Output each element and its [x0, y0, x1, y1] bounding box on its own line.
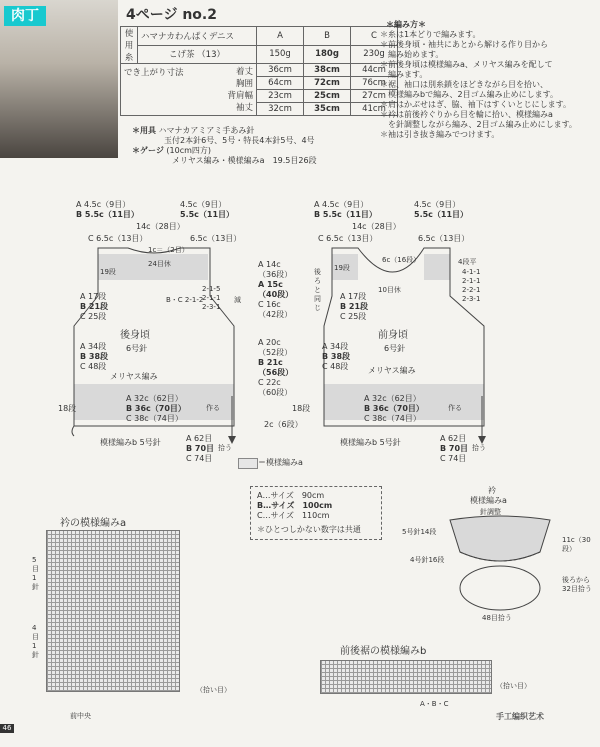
size-b: B…サイズ 100cm — [257, 501, 333, 510]
col-b: B — [304, 27, 351, 46]
mid-br-b: （56段） — [258, 368, 294, 377]
collar-adj: 針調整 — [480, 508, 501, 516]
collar-chart-pick: （拾い目） — [196, 686, 231, 694]
front-top-a: A 4.5c（9目） — [314, 200, 369, 209]
mid-b-a: A 20c — [258, 338, 281, 347]
cell: 41cm — [351, 103, 398, 116]
collar-pattern: 模様編みa — [470, 496, 507, 505]
gauge-unit: (10cm四方) — [166, 146, 212, 155]
front-pick: 拾う — [472, 444, 486, 452]
front-pick-b: B 70目 — [440, 444, 469, 453]
front-top-c: C 6.5c（13目） — [318, 234, 378, 243]
back-left-b: B 21段 — [80, 302, 109, 311]
instruction-line: 編みます。 — [380, 70, 428, 79]
legend-swatch — [238, 458, 258, 469]
row-name: 着丈 — [235, 66, 253, 77]
back-rows18: 18段 — [58, 404, 77, 413]
row-name: 胸囲 — [235, 78, 253, 89]
front-neck-r-c: 6.5c（13目） — [418, 234, 470, 243]
cell: 36cm — [257, 64, 304, 77]
front-rows4: 4段平 — [458, 258, 477, 266]
back-neck-r-a: 4.5c（9目） — [180, 200, 227, 209]
page-number: 46 — [0, 724, 14, 733]
back-rows24: 24目休 — [148, 260, 171, 268]
hem-chart-ab: A・B・C — [420, 700, 449, 708]
cell: 32cm — [257, 103, 304, 116]
spec-table — [120, 26, 398, 116]
collar-chart-left1: 5目1針 — [32, 556, 39, 591]
back-title: 後身頃 — [120, 330, 150, 341]
collar-h: 11c（30段） — [562, 536, 591, 553]
brand-watermark: 手工编织艺术 — [496, 712, 544, 721]
front-pick-a: A 62目 — [440, 434, 467, 443]
instruction-line: 模様編みbで編み、2目ゴム編み止めにします。 — [380, 90, 559, 99]
front-neck-c: 6c（16段） — [382, 256, 421, 264]
row-name: 袖丈 — [235, 102, 253, 113]
page-ref: 4ページ no.2 — [126, 7, 217, 23]
front-bot-a: A 32c（62目） — [364, 394, 421, 403]
instructions-title: ＊編み方＊ — [386, 20, 426, 29]
back-top-a: A 4.5c（9目） — [76, 200, 131, 209]
gauge-label: ＊ゲージ — [132, 146, 164, 155]
tools-line1: ハマナカアミアミ手あみ針 — [158, 126, 255, 135]
collar-pick: 48目拾う — [482, 614, 512, 622]
back-bot-c: C 38c（74目） — [126, 414, 183, 423]
back-pattern-b: 模様編みb 5号針 — [100, 438, 161, 447]
back-neck-r-c: 6.5c（13目） — [190, 234, 242, 243]
back-top-c: C 6.5c（13目） — [88, 234, 148, 243]
yarn-a: 150g — [257, 45, 304, 64]
mid-a3: C 16c — [258, 300, 281, 309]
size-c: C…サイズ 110cm — [257, 511, 330, 520]
cell: 25cm — [304, 90, 351, 103]
mid-r3: （42段） — [258, 310, 293, 319]
front-left-c: C 25段 — [340, 312, 367, 321]
collar-diagram — [440, 512, 560, 622]
back-left-c: C 25段 — [80, 312, 107, 321]
instruction-line: ＊糸は1本どりで編みます。 — [380, 30, 481, 39]
back-neck-dec: 1c＝（2目） — [148, 246, 189, 254]
front-bot-c: C 38c（74目） — [364, 414, 421, 423]
back-left2-a: A 34段 — [80, 342, 107, 351]
yarn-color: こげ茶 （13） — [138, 45, 257, 64]
mid-b-c: C 22c — [258, 378, 281, 387]
front-rest: 10目休 — [378, 286, 401, 294]
back-neck-r-b: 5.5c（11目） — [180, 210, 235, 219]
front-neck-r-a: 4.5c（9目） — [414, 200, 461, 209]
cell: 27cm — [351, 90, 398, 103]
front-back-side: 後ろと同じ — [314, 268, 321, 312]
instruction-line: ＊袖は引き抜き編みでつけます。 — [380, 130, 500, 139]
cell: 23cm — [257, 90, 304, 103]
back-pick-b: B 70目 — [186, 444, 215, 453]
tools-line2: 玉付2本針6号、5号・特長4本針5号、4号 — [164, 136, 315, 145]
front-needle: 6号針 — [384, 344, 406, 353]
instructions — [380, 20, 598, 140]
yarn-label: 使用糸 — [121, 27, 138, 64]
size-note: ＊ひとつしかない数字は共通 — [257, 525, 361, 534]
collar-chart-left2: 4目1針 — [32, 624, 39, 659]
collar-n4: 4号針16段 — [410, 556, 445, 564]
yarn-c: 230g — [351, 45, 398, 64]
instruction-line: ＊衿は前後衿ぐりから目を輪に拾い、模様編みa — [380, 110, 553, 119]
front-make: 作る — [448, 404, 462, 412]
instruction-line: ＊前後身頃は模様編みa、メリヤス編みを配して — [380, 60, 553, 69]
hem-chart-title: 前後裾の模様編みb — [340, 646, 427, 657]
front-neck-r-b: 5.5c（11目） — [414, 210, 469, 219]
back-pick-a: A 62目 — [186, 434, 213, 443]
mid-a2: A 15c — [258, 280, 283, 289]
collar-chart-center: 前中央 — [70, 712, 91, 720]
back-top-b: B 5.5c（11目） — [76, 210, 139, 219]
front-left-a: A 17段 — [340, 292, 367, 301]
back-armhole-dec: 2-1-5 2-1-1 2-3-1 — [202, 285, 221, 311]
cell: 64cm — [257, 77, 304, 90]
mid-b-b: B 21c — [258, 358, 283, 367]
front-left-b: B 21段 — [340, 302, 369, 311]
badge-logo: 肉丁 — [4, 6, 46, 26]
collar-chart-title: 衿の模様編みa — [60, 518, 127, 529]
size-a: A…サイズ 90cm — [257, 491, 325, 500]
cell: 76cm — [351, 77, 398, 90]
front-rows18: 18段 — [292, 404, 311, 413]
col-a: A — [257, 27, 304, 46]
instruction-line: を針調整しながら編み、2目ゴム編み止めにします。 — [380, 120, 577, 129]
cell: 38cm — [304, 64, 351, 77]
front-neck: 14c（28目） — [352, 222, 401, 231]
back-stitch: メリヤス編み — [110, 372, 158, 381]
size-label: でき上がり寸法 — [124, 67, 184, 78]
gauge-line: メリヤス編み・模様編みa 19.5目26段 — [172, 156, 317, 165]
back-make: 作る — [206, 404, 220, 412]
hem-chart-grid — [320, 660, 492, 694]
mid-bottom: 2c（6段） — [264, 420, 303, 429]
back-left-a: A 17段 — [80, 292, 107, 301]
row-name: 背肩幅 — [227, 90, 253, 101]
front-top-b: B 5.5c（11目） — [314, 210, 377, 219]
legend-text: ＝模様編みa — [258, 458, 303, 467]
back-bot-a: A 32c（62目） — [126, 394, 183, 403]
back-neck: 14c（28目） — [136, 222, 185, 231]
collar-back: 後ろから32目拾う — [562, 576, 592, 593]
front-left2-a: A 34段 — [322, 342, 349, 351]
front-title: 前身頃 — [378, 330, 408, 341]
yarn-b: 180g — [304, 45, 351, 64]
mid-a1: A 14c — [258, 260, 281, 269]
tools-label: ＊用具 — [132, 126, 156, 135]
back-pick-c: C 74目 — [186, 454, 213, 463]
front-stitch: メリヤス編み — [368, 366, 416, 375]
mid-br-c: （60段） — [258, 388, 293, 397]
front-left2-c: C 48段 — [322, 362, 349, 371]
instruction-line: ＊裾、袖口は別糸鎖をほどきながら目を拾い、 — [380, 80, 548, 89]
instruction-line: ＊前後身頃・袖共にあとから解ける作り目から — [380, 40, 548, 49]
back-left2-c: C 48段 — [80, 362, 107, 371]
front-pick-c: C 74目 — [440, 454, 467, 463]
front-bot-b: B 36c（70目） — [364, 404, 424, 413]
back-pick: 拾う — [218, 444, 232, 452]
collar-title: 衿 — [488, 486, 496, 495]
cell: 35cm — [304, 103, 351, 116]
col-c: C — [351, 27, 398, 46]
back-left2-b: B 38段 — [80, 352, 109, 361]
mid-r1: （36段） — [258, 270, 293, 279]
back-needle: 6号針 — [126, 344, 148, 353]
cell: 72cm — [304, 77, 351, 90]
back-rows19: 19段 — [100, 268, 116, 276]
collar-chart-grid — [46, 530, 180, 692]
size-box — [250, 486, 382, 540]
back-bot-b: B 36c（70目） — [126, 404, 186, 413]
hem-chart-pick: （拾い目） — [496, 682, 531, 690]
collar-n5: 5号針14段 — [402, 528, 437, 536]
instruction-line: 編み始めます。 — [380, 50, 444, 59]
mid-r2: （40段） — [258, 290, 294, 299]
front-rows19: 19段 — [334, 264, 350, 272]
front-neck-dec: 4-1-1 2-1-1 2-2-1 2-3-1 — [462, 268, 481, 303]
mid-br-a: （52段） — [258, 348, 293, 357]
cell: 44cm — [351, 64, 398, 77]
yarn-name: ハマナカわんぱくデニス — [138, 27, 257, 46]
back-dec-label: 減 — [234, 296, 241, 304]
back-bc-dec: B・C 2-1-2 — [166, 296, 204, 304]
instruction-line: ＊肩はかぶせはぎ、脇、袖下はすくいとじにします。 — [380, 100, 572, 109]
front-pattern-b: 模様編みb 5号針 — [340, 438, 401, 447]
front-left2-b: B 38段 — [322, 352, 351, 361]
